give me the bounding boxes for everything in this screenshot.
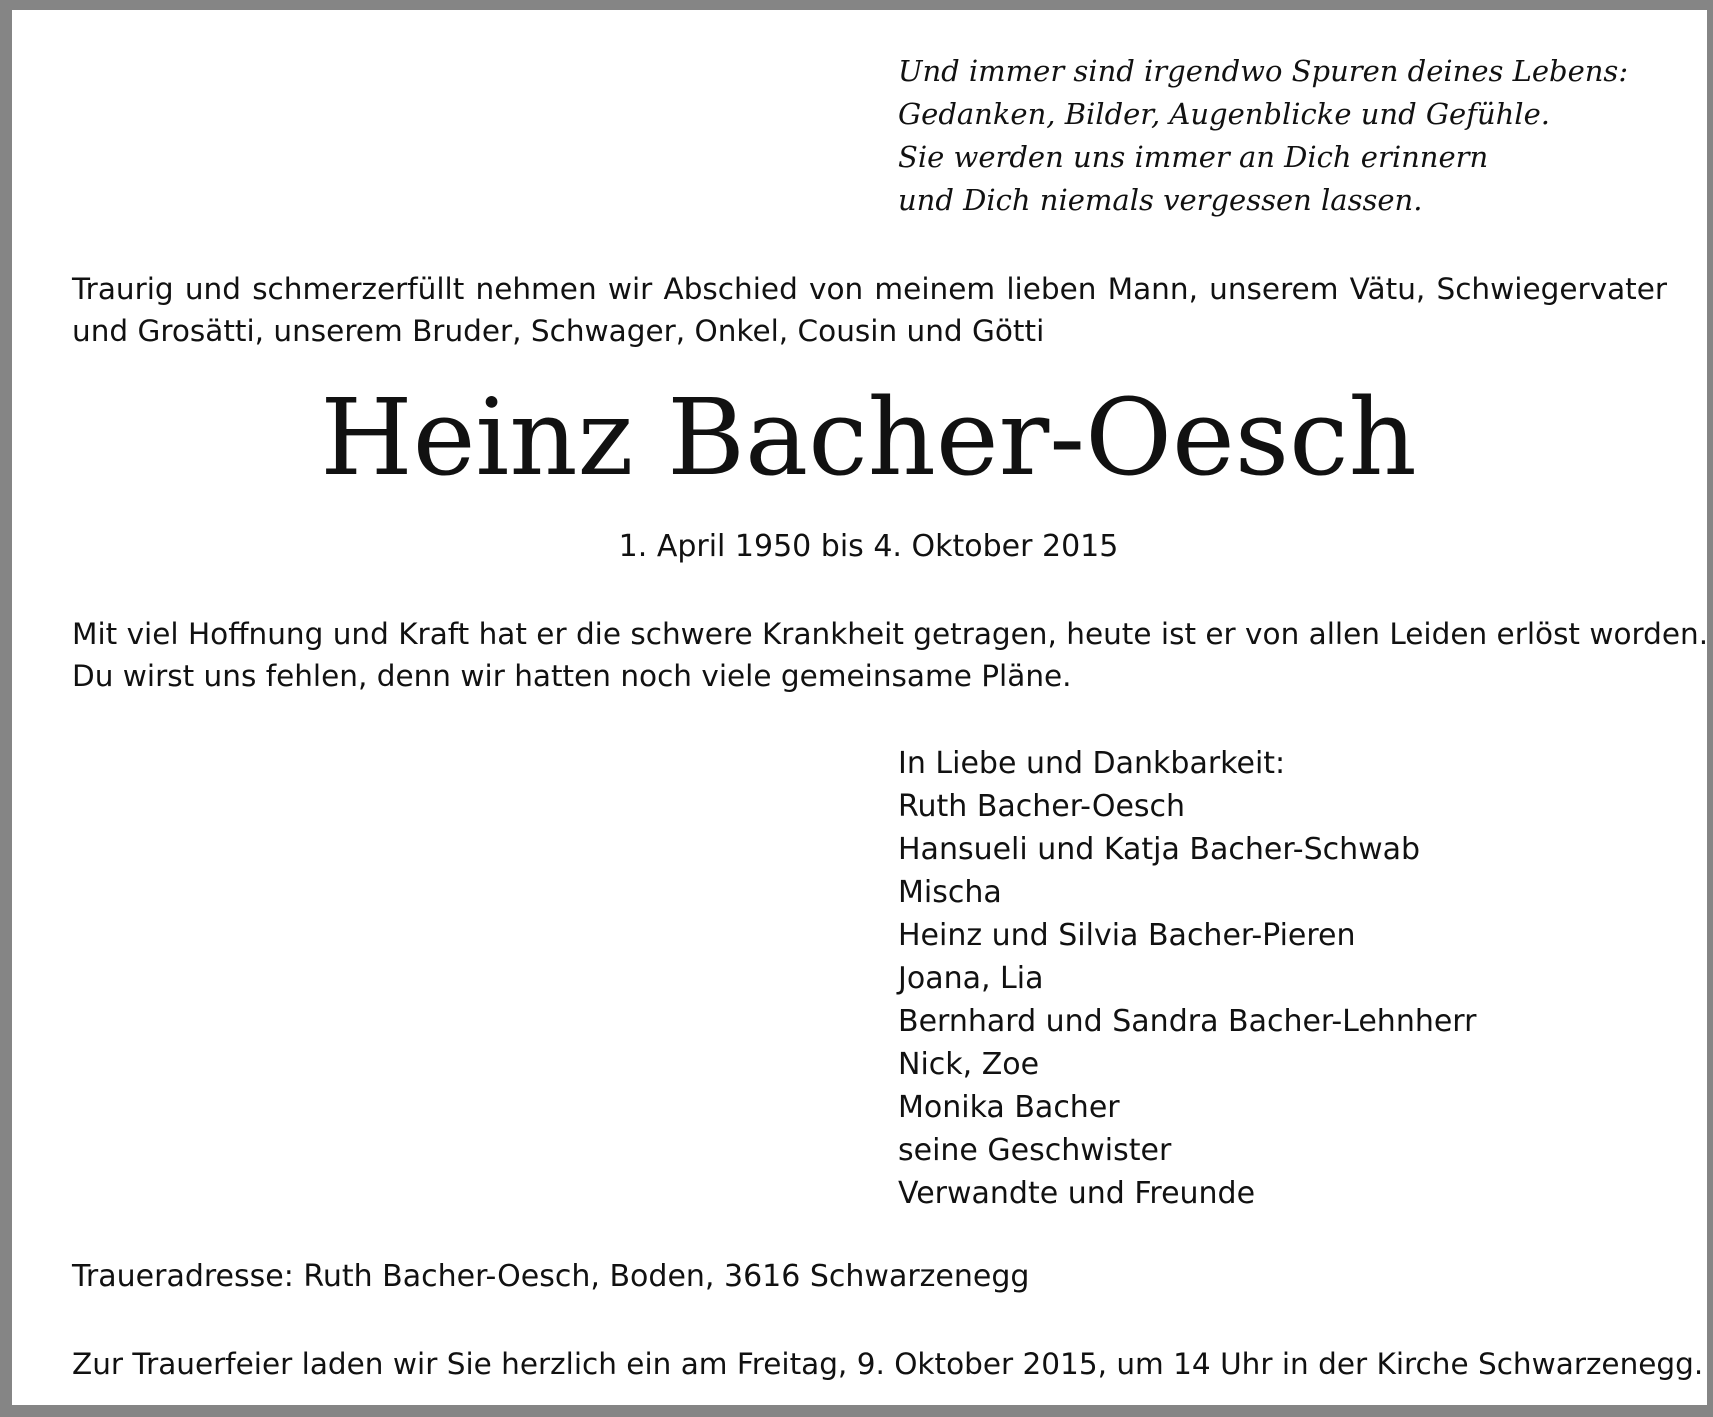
signer-name: seine Geschwister — [898, 1133, 1172, 1168]
signer-name: Heinz und Silvia Bacher-Pieren — [898, 918, 1356, 953]
signer-name: Bernhard und Sandra Bacher-Lehnherr — [898, 1004, 1477, 1039]
signer-name: Nick, Zoe — [898, 1047, 1040, 1082]
poem-line: Gedanken, Bilder, Augenblicke und Gefühle. — [898, 97, 1550, 131]
poem-line: und Dich niemals vergessen lassen. — [898, 183, 1423, 217]
intro-text: Traurig und schmerzerfüllt nehmen wir Abschied von meinem lieben Mann, unserem Vätu, Schwiegervater und Grosätti, unserem Bruder, Schwager, Onkel, Cousin und Götti — [72, 272, 1667, 348]
signer-name: Hansueli und Katja Bacher-Schwab — [898, 832, 1421, 867]
ceremony-invitation: Zur Trauerfeier laden wir Sie herzlich ein am Freitag, 9. Oktober 2015, um 14 Uhr in der Kirche Schwarzenegg. — [72, 1347, 1704, 1381]
mourning-address: Traueradresse: Ruth Bacher-Oesch, Boden, 3616 Schwarzenegg — [72, 1259, 1030, 1294]
signer-name: Mischa — [898, 875, 1002, 910]
signers-heading: In Liebe und Dankbarkeit: — [898, 746, 1286, 781]
poem-line: Sie werden uns immer an Dich erinnern — [898, 140, 1489, 174]
message — [72, 613, 1709, 697]
poem — [898, 50, 1698, 222]
signer-name: Monika Bacher — [898, 1090, 1120, 1125]
deceased-name: Heinz Bacher-Oesch — [320, 376, 1417, 499]
life-dates: 1. April 1950 bis 4. Oktober 2015 — [618, 529, 1119, 564]
message-line: Mit viel Hoffnung und Kraft hat er die schwere Krankheit getragen, heute ist er von allen Leiden erlöst worden. — [72, 617, 1709, 651]
signers-list — [898, 742, 1678, 1215]
signer-name: Ruth Bacher-Oesch — [898, 789, 1186, 824]
signer-name: Verwandte und Freunde — [898, 1176, 1256, 1211]
signer-name: Joana, Lia — [898, 961, 1044, 996]
message-line: Du wirst uns fehlen, denn wir hatten noch viele gemeinsame Pläne. — [72, 659, 1072, 693]
poem-line: Und immer sind irgendwo Spuren deines Lebens: — [898, 54, 1629, 88]
